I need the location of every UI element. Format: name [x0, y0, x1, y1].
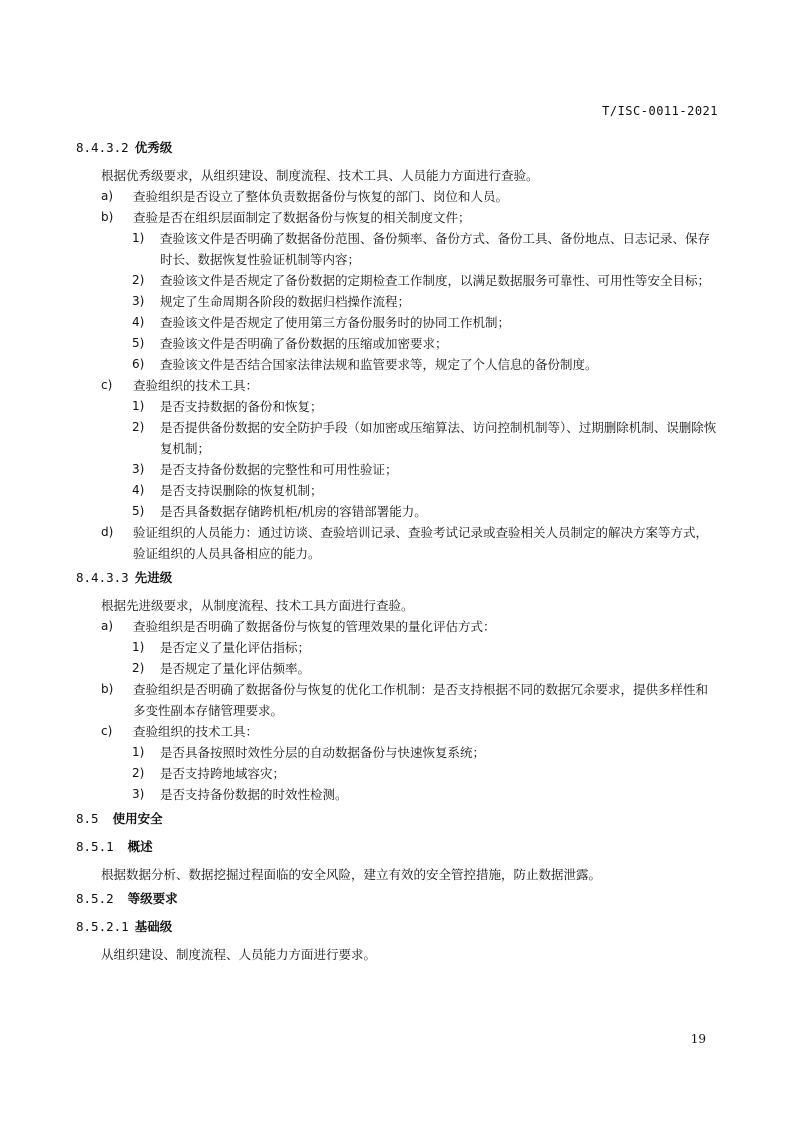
list-item-text: 是否支持误删除的恢复机制； [160, 483, 323, 498]
section-title: 先进级 [134, 570, 173, 585]
section-number: 8.4.3.3 [76, 570, 129, 585]
section-number: 8.5.2.1 [76, 919, 129, 934]
list-item-text: 是否支持数据的备份和恢复； [160, 399, 323, 414]
section-intro: 根据优秀级要求，从组织建设、制度流程、技术工具、人员能力方面进行查验。 [101, 168, 539, 183]
section-paragraph: 从组织建设、制度流程、人员能力方面进行要求。 [101, 947, 377, 962]
list-marker: 3) [132, 294, 145, 308]
sub-list-item [76, 291, 718, 312]
section-heading-8-5 [76, 808, 718, 830]
sub-list-item [76, 658, 718, 679]
list-marker: 1) [132, 231, 145, 245]
list-item-text: 是否支持跨地域容灾； [160, 766, 286, 781]
list-item-text: 是否提供备份数据的安全防护手段（如加密或压缩算法、访问控制机制等）、过期删除机制、误删除恢复机制； [160, 420, 717, 456]
list-marker: 3) [132, 462, 145, 476]
section-title: 优秀级 [134, 140, 173, 155]
list-marker: 3) [132, 787, 145, 801]
list-item-text: 是否支持备份数据的时效性检测。 [160, 787, 348, 802]
list-item-text: 是否具备数据存储跨机柜/机房的容错部署能力。 [160, 504, 427, 519]
sub-list-item [76, 637, 718, 658]
sub-list-item [76, 354, 718, 375]
list-item-text: 查验组织是否设立了整体负责数据备份与恢复的部门、岗位和人员。 [133, 189, 509, 204]
list-item-text: 查验组织是否明确了数据备份与恢复的管理效果的量化评估方式： [133, 619, 496, 634]
list-marker: 2) [132, 661, 145, 675]
list-item-a [76, 616, 718, 637]
list-marker: 2) [132, 273, 145, 287]
list-marker: a) [101, 619, 114, 633]
list-item-b [76, 679, 718, 721]
section-heading-8-5-2-1 [76, 916, 718, 938]
sub-list-item [76, 396, 718, 417]
page-number: 19 [690, 1032, 706, 1046]
list-item-d [76, 522, 718, 564]
list-item-text: 查验组织的技术工具： [133, 378, 259, 393]
list-item-text: 验证组织的人员能力：通过访谈、查验培训记录、查验考试记录或查验相关人员制定的解决方案等方式，验证组织的人员具备相应的能力。 [133, 525, 709, 561]
sub-list-item [76, 228, 718, 270]
list-item-text: 查验是否在组织层面制定了数据备份与恢复的相关制度文件； [133, 210, 471, 225]
list-marker: d) [101, 525, 114, 539]
list-marker: a) [101, 189, 114, 203]
sub-list-item [76, 742, 718, 763]
section-number: 8.5.2 [76, 891, 114, 906]
list-marker: b) [101, 682, 114, 696]
list-item-b [76, 207, 718, 228]
section-number: 8.5.1 [76, 839, 114, 854]
sub-list-item [76, 459, 718, 480]
list-item-a [76, 186, 718, 207]
section-title: 使用安全 [112, 811, 163, 826]
sub-list-item [76, 501, 718, 522]
list-marker: c) [101, 378, 113, 392]
section-heading-8-5-2 [76, 888, 718, 910]
section-paragraph: 根据数据分析、数据挖掘过程面临的安全风险，建立有效的安全管控措施，防止数据泄露。 [101, 867, 602, 882]
list-marker: 4) [132, 483, 145, 497]
sub-list-item [76, 480, 718, 501]
sub-list-item [76, 417, 718, 459]
list-item-text: 查验该文件是否明确了备份数据的压缩或加密要求； [160, 336, 448, 351]
list-marker: 2) [132, 420, 145, 434]
section-heading-8-4-3-2 [76, 137, 718, 159]
list-marker: c) [101, 724, 113, 738]
list-item-text: 规定了生命周期各阶段的数据归档操作流程； [160, 294, 411, 309]
document-code: T/ISC-0011-2021 [602, 104, 718, 118]
sub-list-item [76, 333, 718, 354]
section-heading-8-5-1 [76, 836, 718, 858]
page-content [76, 134, 718, 965]
list-marker: b) [101, 210, 114, 224]
section-title: 等级要求 [127, 891, 178, 906]
section-title: 概述 [127, 839, 153, 854]
list-marker: 1) [132, 640, 145, 654]
list-item-text: 查验该文件是否规定了使用第三方备份服务时的协同工作机制； [160, 315, 511, 330]
sub-list-item [76, 270, 718, 291]
sub-list-item [76, 784, 718, 805]
list-item-text: 是否支持备份数据的完整性和可用性验证； [160, 462, 398, 477]
section-number: 8.4.3.2 [76, 140, 129, 155]
list-item-text: 是否具备按照时效性分层的自动数据备份与快速恢复系统； [160, 745, 486, 760]
list-item-text: 查验该文件是否明确了数据备份范围、备份频率、备份方式、备份工具、备份地点、日志记录、保存时长、数据恢复性验证机制等内容； [160, 231, 711, 267]
list-item-text: 查验组织是否明确了数据备份与恢复的优化工作机制：是否支持根据不同的数据冗余要求，提供多样性和多变性副本存储管理要求。 [133, 682, 709, 718]
list-marker: 2) [132, 766, 145, 780]
list-marker: 1) [132, 745, 145, 759]
sub-list-item [76, 763, 718, 784]
list-item-text: 查验该文件是否规定了备份数据的定期检查工作制度，以满足数据服务可靠性、可用性等安全目标； [160, 273, 711, 288]
list-item-text: 查验组织的技术工具： [133, 724, 259, 739]
list-item-text: 查验该文件是否结合国家法律法规和监管要求等，规定了个人信息的备份制度。 [160, 357, 598, 372]
section-number: 8.5 [76, 811, 99, 826]
list-item-text: 是否定义了量化评估指标； [160, 640, 311, 655]
section-title: 基础级 [134, 919, 173, 934]
list-marker: 5) [132, 336, 145, 350]
list-marker: 1) [132, 399, 145, 413]
list-marker: 5) [132, 504, 145, 518]
list-item-c [76, 721, 718, 742]
list-marker: 4) [132, 315, 145, 329]
list-item-c [76, 375, 718, 396]
section-heading-8-4-3-3 [76, 567, 718, 589]
list-marker: 6) [132, 357, 145, 371]
sub-list-item [76, 312, 718, 333]
list-item-text: 是否规定了量化评估频率。 [160, 661, 311, 676]
section-intro: 根据先进级要求，从制度流程、技术工具方面进行查验。 [101, 598, 414, 613]
